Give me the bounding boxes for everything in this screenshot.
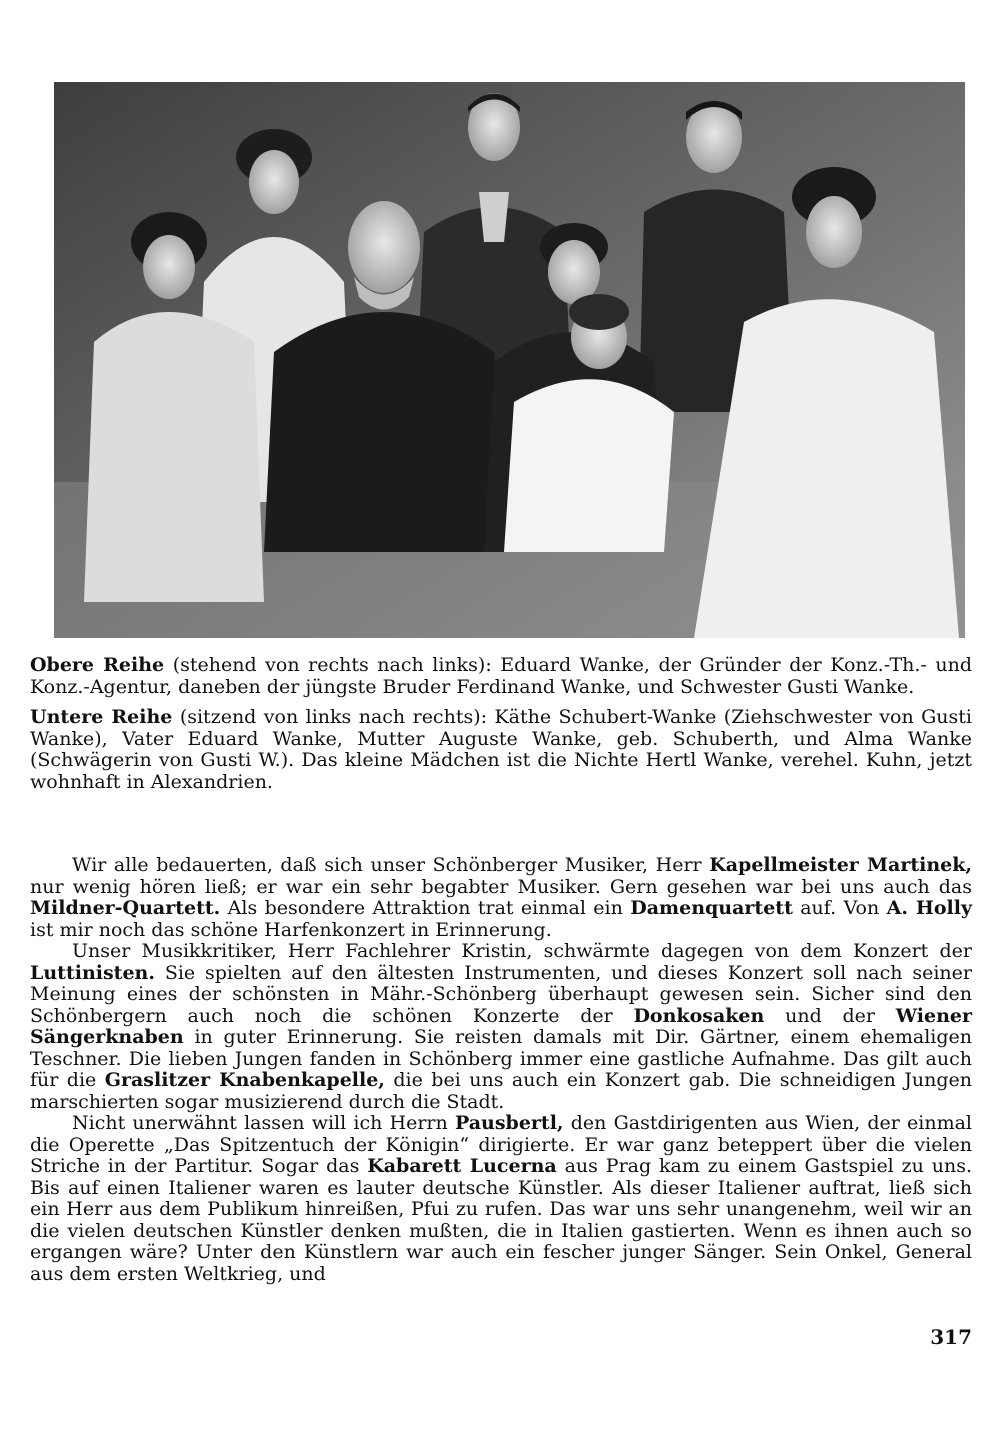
caption-upper-text: (stehend von rechts nach links): Eduard Wanke, der Gründer der Konz.-Th.- und Konz.-Agentur, daneben der jüngste Bruder Ferdinand Wanke, und Schwester Gusti Wanke. (30, 654, 973, 698)
bold-name: Graslitzer Knabenkapelle, (104, 1069, 385, 1091)
body-paragraph (30, 941, 972, 1113)
bold-name: Luttinisten. (30, 961, 155, 984)
bold-name: Kabarett Lucerna (367, 1155, 557, 1177)
text-run: ist mir noch das schöne Harfenkonzert in Erinnerung. (30, 918, 552, 941)
caption-lower-label: Untere Reihe (30, 706, 173, 728)
bold-name: A. Holly (886, 897, 973, 919)
body-paragraph (30, 1113, 972, 1285)
bold-name: Mildner-Quartett. (30, 897, 221, 919)
caption-upper-row (30, 655, 972, 698)
text-run: und der (764, 1004, 896, 1027)
body-paragraph (30, 855, 972, 941)
bold-name: Donkosaken (633, 1004, 765, 1027)
text-run: Als besondere Attraktion trat einmal ein (220, 897, 631, 919)
text-run: aus Prag kam zu einem Gastspiel zu uns. Bis auf einen Italiener waren es lauter deutsche Künstler. Als dieser Italiener auftrat, ließ sich ein Herr aus dem Publikum hinreißen, Pfui zu rufen. Das war uns sehr unangenehm, weil wir an die vielen deutschen Künstler denken mußten, die in Italien gastierten. Wenn es ihnen auch so ergangen wäre? Unter den Künstlern war auch ein fescher junger Sänger. Sein Onkel, General aus dem ersten Weltkrieg, und (30, 1155, 973, 1285)
text-run: nur wenig hören ließ; er war ein sehr begabter Musiker. Gern gesehen war bei uns auch das (30, 875, 972, 898)
bold-name: Kapellmeister Martinek, (709, 854, 973, 876)
body-text (30, 855, 972, 1285)
bold-name: Damenquartett (630, 897, 793, 919)
text-run: auf. Von (792, 897, 887, 919)
caption-lower-text: (sitzend von links nach rechts): Käthe Schubert-Wanke (Ziehschwester von Gusti Wanke), Vater Eduard Wanke, Mutter Auguste Wanke, geb. Schuberth, und Alma Wanke (Schwägerin von Gusti W.). Das kleine Mädchen ist die Nichte Hertl Wanke, verehel. Kuhn, jetzt wohnhaft in Alexandrien. (30, 706, 972, 793)
text-run: die bei uns auch ein Konzert gab. Die schneidigen Jungen marschierten sogar musizierend durch die Stadt. (30, 1069, 972, 1113)
text-run: Wir alle bedauerten, daß sich unser Schönberger Musiker, Herr (72, 854, 710, 876)
family-photograph-image (54, 82, 965, 638)
text-run: Unser Musikkritiker, Herr Fachlehrer Kristin, schwärmte dagegen von dem Konzert der (72, 940, 972, 962)
text-run: den Gastdirigenten aus Wien, der einmal die Operette „Das Spitzentuch der Königin“ dirigierte. Er war ganz beteppert über die vielen Striche in der Partitur. Sogar das (30, 1112, 972, 1177)
bold-name: Pausbertl, (454, 1112, 564, 1134)
caption-upper-label: Obere Reihe (30, 654, 165, 676)
bold-name: Wiener Sängerknaben (30, 1004, 972, 1048)
caption-lower-row (30, 707, 972, 793)
family-photograph (54, 82, 965, 638)
photo-caption (30, 655, 972, 802)
text-run: in guter Erinnerung. Sie reisten damals mit Dir. Gärtner, einem ehemaligen Teschner. Die lieben Jungen fanden in Schönberg immer eine gastliche Aufnahme. Das gilt auch für die (30, 1026, 972, 1091)
text-run: Sie spielten auf den ältesten Instrumenten, und dieses Konzert soll nach seiner Meinung eines der schönsten in Mähr.-Schönberg überhaupt gewesen sein. Sicher sind den Schönbergern auch noch die schönen Konzerte der (30, 961, 972, 1027)
page-number: 317 (930, 1325, 972, 1349)
text-run: Nicht unerwähnt lassen will ich Herrn (72, 1112, 455, 1134)
